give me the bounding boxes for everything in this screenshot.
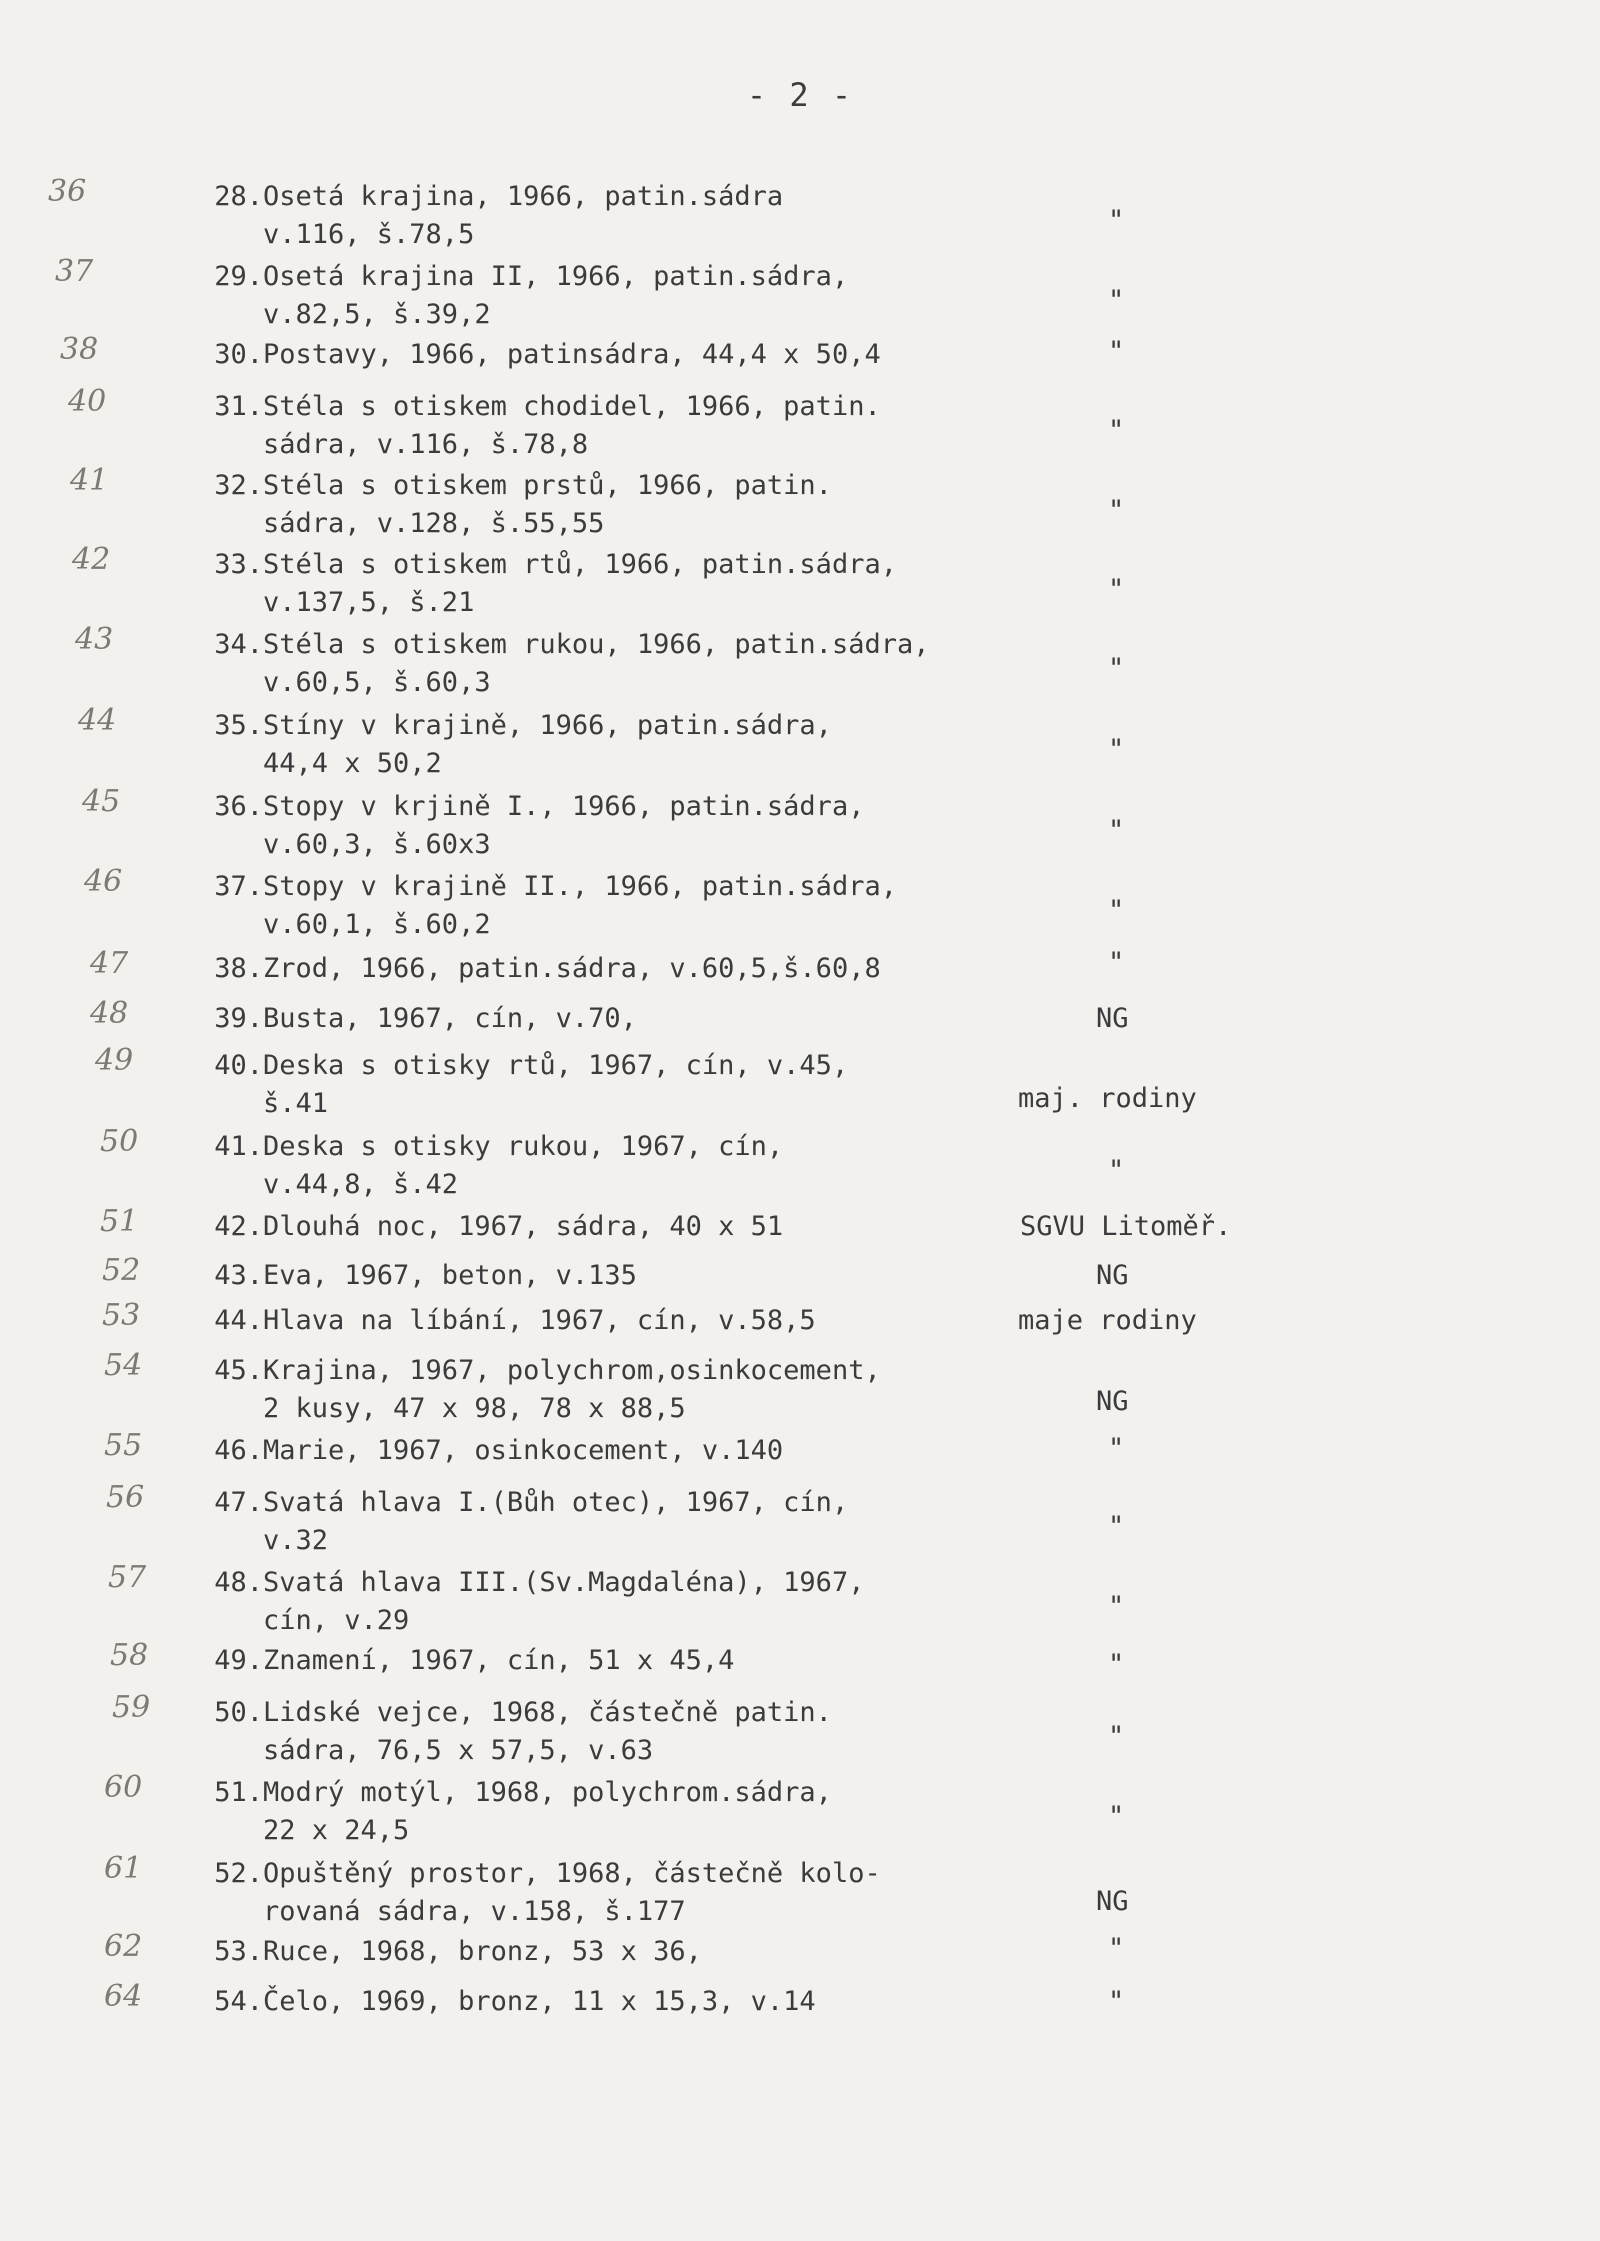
entry-number: 31. (214, 391, 263, 422)
entry-number: 40. (214, 1050, 263, 1081)
entry-number: 44. (214, 1305, 263, 1336)
entry-line-1: Modrý motýl, 1968, polychrom.sádra, (263, 1777, 832, 1808)
entry-owner: " (1108, 205, 1125, 236)
entry-number: 53. (214, 1936, 263, 1967)
entry-number: 29. (214, 261, 263, 292)
entry-description (263, 1933, 1063, 1971)
handwritten-number: 47 (90, 946, 129, 981)
entry-description (263, 258, 1063, 334)
entry-number: 32. (214, 470, 263, 501)
entry-number: 33. (214, 549, 263, 580)
entry-owner: " (1108, 1511, 1125, 1542)
entry-owner: " (1108, 415, 1125, 446)
entry-line-1: Busta, 1967, cín, v.70, (263, 1003, 637, 1034)
entry-description (263, 1983, 1063, 2021)
entry-owner: SGVU Litoměř. (1020, 1211, 1232, 1242)
entry-line-1: Deska s otisky rukou, 1967, cín, (263, 1131, 784, 1162)
handwritten-number: 59 (112, 1690, 151, 1725)
handwritten-number: 45 (82, 784, 121, 819)
handwritten-number: 52 (102, 1253, 141, 1288)
handwritten-number: 36 (48, 174, 87, 209)
entry-description (263, 467, 1063, 543)
entry-line-2: sádra, 76,5 x 57,5, v.63 (263, 1735, 654, 1766)
entry-line-1: Stéla s otiskem prstů, 1966, patin. (263, 470, 832, 501)
entry-line-1: Ruce, 1968, bronz, 53 x 36, (263, 1936, 702, 1967)
entry-owner: NG (1096, 1003, 1129, 1034)
entry-line-1: Krajina, 1967, polychrom,osinkocement, (263, 1355, 881, 1386)
entry-owner: " (1108, 947, 1125, 978)
entry-line-2: v.60,3, š.60x3 (263, 829, 491, 860)
handwritten-number: 60 (104, 1770, 143, 1805)
entry-line-2: rovaná sádra, v.158, š.177 (263, 1896, 686, 1927)
entry-line-1: Opuštěný prostor, 1968, částečně kolo- (263, 1858, 881, 1889)
handwritten-number: 64 (104, 1979, 143, 2014)
entry-number: 50. (214, 1697, 263, 1728)
entry-description (263, 546, 1063, 622)
entry-owner: " (1108, 1155, 1125, 1186)
entry-description (263, 1128, 1063, 1204)
handwritten-number: 50 (100, 1124, 139, 1159)
handwritten-number: 62 (104, 1929, 143, 1964)
entry-owner: " (1108, 336, 1125, 367)
entry-line-1: Postavy, 1966, patinsádra, 44,4 x 50,4 (263, 339, 881, 370)
entry-description (263, 707, 1063, 783)
entry-number: 30. (214, 339, 263, 370)
handwritten-number: 43 (75, 622, 114, 657)
entry-line-2: v.137,5, š.21 (263, 587, 475, 618)
entry-description (263, 1774, 1063, 1850)
entry-line-1: Stopy v krjině I., 1966, patin.sádra, (263, 791, 865, 822)
entry-owner: " (1108, 495, 1125, 526)
entry-line-1: Zrod, 1966, patin.sádra, v.60,5,š.60,8 (263, 953, 881, 984)
entry-number: 46. (214, 1435, 263, 1466)
entry-description (263, 1302, 1063, 1340)
entry-owner: " (1108, 1721, 1125, 1752)
entry-description (263, 336, 1063, 374)
entry-line-2: cín, v.29 (263, 1605, 410, 1636)
entry-number: 35. (214, 710, 263, 741)
entry-owner: " (1108, 734, 1125, 765)
entry-number: 54. (214, 1986, 263, 2017)
entry-owner: " (1108, 1801, 1125, 1832)
entry-description (263, 1257, 1063, 1295)
handwritten-number: 54 (104, 1348, 143, 1383)
entry-line-2: 22 x 24,5 (263, 1815, 410, 1846)
entry-description (263, 1432, 1063, 1470)
entry-number: 47. (214, 1487, 263, 1518)
handwritten-number: 38 (60, 332, 99, 367)
entry-owner: " (1108, 1591, 1125, 1622)
entry-line-1: Stéla s otiskem rukou, 1966, patin.sádra, (263, 629, 930, 660)
entry-owner: " (1108, 1433, 1125, 1464)
handwritten-number: 42 (72, 542, 111, 577)
entry-line-1: Znamení, 1967, cín, 51 x 45,4 (263, 1645, 735, 1676)
handwritten-number: 51 (100, 1204, 139, 1239)
entry-line-2: v.60,5, š.60,3 (263, 667, 491, 698)
entry-line-1: Eva, 1967, beton, v.135 (263, 1260, 637, 1291)
entry-line-1: Deska s otisky rtů, 1967, cín, v.45, (263, 1050, 849, 1081)
entry-number: 39. (214, 1003, 263, 1034)
handwritten-number: 61 (104, 1851, 143, 1886)
entry-description (263, 950, 1063, 988)
entry-owner: " (1108, 653, 1125, 684)
entry-description (263, 1047, 1063, 1123)
entry-description (263, 1642, 1063, 1680)
entry-description (263, 1000, 1063, 1038)
entry-owner: " (1108, 1649, 1125, 1680)
entry-description (263, 388, 1063, 464)
entry-line-2: sádra, v.116, š.78,8 (263, 429, 589, 460)
handwritten-number: 58 (110, 1638, 149, 1673)
entry-number: 36. (214, 791, 263, 822)
entry-line-2: š.41 (263, 1088, 329, 1119)
entry-line-2: v.116, š.78,5 (263, 219, 475, 250)
entry-line-2: sádra, v.128, š.55,55 (263, 508, 605, 539)
entry-owner: " (1108, 574, 1125, 605)
entry-line-1: Marie, 1967, osinkocement, v.140 (263, 1435, 784, 1466)
entry-line-1: Stéla s otiskem rtů, 1966, patin.sádra, (263, 549, 897, 580)
entry-description (263, 868, 1063, 944)
entry-description (263, 1352, 1063, 1428)
entry-line-1: Stopy v krajině II., 1966, patin.sádra, (263, 871, 897, 902)
entry-line-1: Čelo, 1969, bronz, 11 x 15,3, v.14 (263, 1986, 816, 2017)
entry-owner: " (1108, 1933, 1125, 1964)
entry-number: 38. (214, 953, 263, 984)
entry-owner: NG (1096, 1260, 1129, 1291)
entry-owner: " (1108, 895, 1125, 926)
entry-description (263, 1484, 1063, 1560)
entry-line-1: Lidské vejce, 1968, částečně patin. (263, 1697, 832, 1728)
entry-owner: NG (1096, 1886, 1129, 1917)
entry-number: 43. (214, 1260, 263, 1291)
entry-owner: maje rodiny (1018, 1305, 1197, 1336)
entry-number: 48. (214, 1567, 263, 1598)
entry-number: 49. (214, 1645, 263, 1676)
entry-number: 41. (214, 1131, 263, 1162)
entry-line-1: Osetá krajina, 1966, patin.sádra (263, 181, 784, 212)
entry-line-1: Svatá hlava III.(Sv.Magdaléna), 1967, (263, 1567, 865, 1598)
entry-number: 34. (214, 629, 263, 660)
entry-line-1: Svatá hlava I.(Bůh otec), 1967, cín, (263, 1487, 849, 1518)
entry-number: 42. (214, 1211, 263, 1242)
handwritten-number: 49 (95, 1043, 134, 1078)
handwritten-number: 41 (70, 463, 109, 498)
entry-number: 37. (214, 871, 263, 902)
handwritten-number: 53 (102, 1298, 141, 1333)
handwritten-number: 55 (104, 1428, 143, 1463)
entry-number: 52. (214, 1858, 263, 1889)
entry-line-2: v.60,1, š.60,2 (263, 909, 491, 940)
entry-description (263, 626, 1063, 702)
entry-owner: " (1108, 815, 1125, 846)
handwritten-number: 57 (108, 1560, 147, 1595)
entry-line-1: Osetá krajina II, 1966, patin.sádra, (263, 261, 849, 292)
entry-line-2: 2 kusy, 47 x 98, 78 x 88,5 (263, 1393, 686, 1424)
entry-line-1: Dlouhá noc, 1967, sádra, 40 x 51 (263, 1211, 784, 1242)
entry-number: 51. (214, 1777, 263, 1808)
entry-line-1: Hlava na líbání, 1967, cín, v.58,5 (263, 1305, 816, 1336)
handwritten-number: 48 (90, 996, 129, 1031)
entry-line-1: Stíny v krajině, 1966, patin.sádra, (263, 710, 832, 741)
page-number: - 2 - (746, 76, 854, 114)
entry-owner: " (1108, 285, 1125, 316)
entry-description (263, 1694, 1063, 1770)
handwritten-number: 37 (55, 254, 94, 289)
entry-owner: " (1108, 1986, 1125, 2017)
entry-description (263, 1564, 1063, 1640)
entry-line-2: 44,4 x 50,2 (263, 748, 442, 779)
entry-line-2: v.82,5, š.39,2 (263, 299, 491, 330)
handwritten-number: 46 (84, 864, 123, 899)
entry-owner: maj. rodiny (1018, 1083, 1197, 1114)
entry-line-2: v.32 (263, 1525, 329, 1556)
entry-description (263, 178, 1063, 254)
handwritten-number: 40 (68, 384, 107, 419)
entry-line-2: v.44,8, š.42 (263, 1169, 459, 1200)
entry-number: 28. (214, 181, 263, 212)
entry-line-1: Stéla s otiskem chodidel, 1966, patin. (263, 391, 881, 422)
entry-description (263, 1208, 1063, 1246)
handwritten-number: 44 (78, 703, 117, 738)
entry-owner: NG (1096, 1386, 1129, 1417)
entry-number: 45. (214, 1355, 263, 1386)
entry-description (263, 788, 1063, 864)
handwritten-number: 56 (106, 1480, 145, 1515)
entry-description (263, 1855, 1063, 1931)
